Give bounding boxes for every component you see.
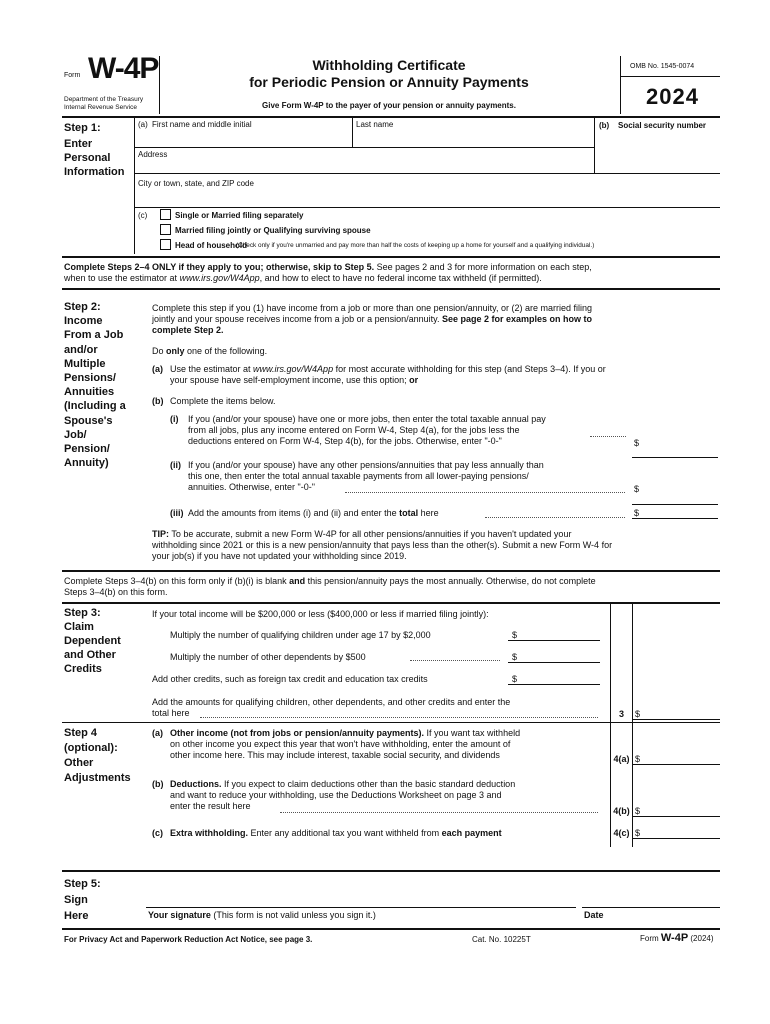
- step4c-dollar: $: [635, 828, 641, 838]
- step2-i-label: (i): [170, 414, 179, 424]
- instr2-post: this pension/annuity pays the most annually. Otherwise, do not complete: [305, 576, 596, 586]
- step3-intro: If your total income will be $200,000 or less ($400,000 or less if married filing jointly):: [152, 609, 489, 619]
- form-title: [160, 57, 618, 91]
- filing-single-checkbox[interactable]: [160, 209, 171, 220]
- step4-a-post: If you want tax withheld: [424, 728, 521, 738]
- step2-title-9: Job/: [64, 428, 87, 441]
- filing-joint-checkbox[interactable]: [160, 224, 171, 235]
- step5-title: [64, 876, 101, 924]
- signature-input[interactable]: [148, 889, 578, 907]
- step4-title-1: (optional):: [64, 742, 118, 754]
- step2-ii-line1: If you (and/or your spouse) have any other pensions/annuities that pay less annually than: [188, 460, 544, 470]
- filing-joint-label: Married filing jointly or Qualifying surviving spouse: [175, 226, 371, 235]
- step3-title-0: Step 3:: [64, 607, 101, 619]
- first-name-label: First name and middle initial: [152, 120, 252, 129]
- step2-i-amount[interactable]: [632, 447, 718, 458]
- date-label: Date: [584, 910, 604, 920]
- step2-a-or: or: [409, 375, 419, 385]
- step2-title-0: Step 2:: [64, 301, 101, 313]
- step3-other-dep-dollar: $: [512, 652, 518, 662]
- step4a-amount[interactable]: [632, 754, 720, 765]
- step4c-line-no: 4(c): [613, 828, 630, 838]
- step3-title-2: Dependent: [64, 635, 121, 647]
- step2-title-7: (Including a: [64, 400, 126, 413]
- step2-a-label: (a): [152, 364, 163, 374]
- step2-title-5: Pensions/: [64, 372, 116, 385]
- footer-form-id: [640, 932, 714, 944]
- address-label: Address: [138, 150, 168, 159]
- step4-title: [64, 726, 131, 786]
- signature-note: (This form is not valid unless you sign it.): [210, 910, 376, 920]
- step3-other-dep-amount[interactable]: [508, 652, 600, 663]
- signature-label: [148, 910, 376, 921]
- step4-title-2: Other: [64, 757, 94, 769]
- last-name-label: Last name: [356, 120, 394, 129]
- signature-bold: Your signature: [148, 910, 211, 920]
- instructions-skip-bold: Complete Steps 2–4 ONLY if they apply to you; otherwise, skip to Step 5.: [64, 262, 375, 272]
- step2-iii-post: here: [418, 508, 439, 518]
- date-input[interactable]: [584, 889, 722, 907]
- irs-label: Internal Revenue Service: [64, 104, 137, 111]
- step3-total-line2: total here: [152, 708, 190, 718]
- step4-title-0: Step 4: [64, 727, 98, 739]
- step4b-amount[interactable]: [632, 806, 720, 817]
- title-line-2: for Periodic Pension or Annuity Payments: [249, 74, 529, 90]
- step2-intro-2: jointly and your spouse receives income from a job or a pension/annuity.: [152, 314, 442, 324]
- step2-title-10: Pension/: [64, 443, 110, 456]
- step2-title-3: and/or: [64, 343, 98, 356]
- instructions-line2-pre: when to use the estimator at: [64, 273, 180, 283]
- step4-c-mid: Enter any additional tax you want withheld from: [248, 828, 442, 838]
- title-line-1: Withholding Certificate: [312, 57, 466, 73]
- filing-single-label: Single or Married filing separately: [175, 211, 304, 220]
- step2-b-label: (b): [152, 396, 164, 406]
- step2-title-6: Annuities: [64, 386, 115, 399]
- step3-other-credits-text: Add other credits, such as foreign tax credit and education tax credits: [152, 674, 428, 684]
- filing-hoh-label: Head of household: [175, 241, 247, 250]
- step2-tip: [152, 529, 720, 562]
- step5-title-2: Here: [64, 910, 89, 922]
- step4c-amount[interactable]: [632, 828, 720, 839]
- step2-iii-pre: Add the amounts from items (i) and (ii) and enter the: [188, 508, 400, 518]
- step2-title-2: From a Job: [64, 329, 124, 342]
- form-number: W-4P: [88, 52, 159, 85]
- instructions-skip-rest: See pages 2 and 3 for more information on each step,: [376, 262, 592, 272]
- step4-c-bold2: each payment: [441, 828, 502, 838]
- step3-other-credits-amount[interactable]: [508, 674, 600, 685]
- omb-number: OMB No. 1545-0074: [630, 63, 695, 70]
- step2-ii-amount[interactable]: [632, 494, 718, 505]
- do-only-bold: only: [166, 346, 185, 356]
- step2-a-line2: your spouse have self-employment income, use this option;: [170, 375, 410, 385]
- step2-intro-1: Complete this step if you (1) have income from a job or more than one pension/annuity, or (2) are married filing: [152, 303, 593, 313]
- footer-form-no: W-4P: [660, 932, 689, 944]
- step4-a-line2: on other income you expect this year that won't have withholding, enter the amount of: [170, 739, 511, 749]
- step2-iii-dollar: $: [634, 508, 640, 518]
- step2-a-post: for most accurate withholding for this step (and Steps 3–4). If you or: [333, 364, 606, 374]
- instructions-line2-post: , and how to elect to have no federal income tax withheld (if permitted).: [259, 273, 542, 283]
- filing-hoh-checkbox[interactable]: [160, 239, 171, 250]
- step2-title-11: Annuity): [64, 457, 109, 470]
- instr2-bold: and: [289, 576, 306, 586]
- hoh-note: (Check only if you're unmarried and pay more than half the costs of keeping up a home for yourself and a qualifying individual.): [236, 242, 595, 249]
- step1-a-label: (a): [138, 120, 148, 129]
- step1-c-label: (c): [138, 211, 148, 220]
- step3-other-dep-text: Multiply the number of other dependents by $500: [170, 652, 366, 662]
- step4-b-label: (b): [152, 779, 164, 789]
- step3-total-amount[interactable]: [632, 709, 720, 720]
- step3-other-credits-dollar: $: [512, 674, 518, 684]
- form-subtitle: Give Form W-4P to the payer of your pension or annuity payments.: [262, 101, 516, 110]
- step3-title-3: and Other: [64, 649, 116, 661]
- step4-a-text: [170, 728, 610, 761]
- step4-title-3: Adjustments: [64, 772, 131, 784]
- step4-c-label: (c): [152, 828, 163, 838]
- tip-bold: TIP:: [152, 529, 169, 539]
- step2-b-text: Complete the items below.: [170, 396, 276, 406]
- instructions-skip: [64, 262, 720, 284]
- footer-form-year: (2024): [688, 934, 714, 943]
- step3-line-no: 3: [618, 709, 624, 719]
- step4-b-line3: enter the result here: [170, 801, 251, 811]
- step2-a-text: [170, 364, 720, 386]
- tax-year: 2024: [646, 84, 699, 109]
- instr2-pre: Complete Steps 3–4(b) on this form only if (b)(i) is blank: [64, 576, 290, 586]
- step4-b-line2: and want to reduce your withholding, use the Deductions Worksheet on page 3 and: [170, 790, 502, 800]
- step2-iii-amount[interactable]: [632, 508, 718, 519]
- step2-iii-text: [188, 508, 439, 519]
- privacy-notice: For Privacy Act and Paperwork Reduction Act Notice, see page 3.: [64, 935, 313, 944]
- step5-title-0: Step 5:: [64, 878, 101, 890]
- estimator-link[interactable]: www.irs.gov/W4App: [179, 273, 260, 283]
- step3-total-line1: Add the amounts for qualifying children, other dependents, and other credits and enter the: [152, 697, 511, 707]
- step4a-line-no: 4(a): [613, 754, 630, 764]
- step4-a-bold: Other income (not from jobs or pension/annuity payments).: [170, 728, 425, 738]
- step4b-line-no: 4(b): [613, 806, 630, 816]
- tip-line2: withholding since 2021 or this is a new pension/annuity that pays less than the other(s). Submit a new Form W-4 for: [152, 540, 613, 550]
- instr2-line2: Steps 3–4(b) on this form.: [64, 587, 168, 597]
- step2-i-line3: deductions entered on Form W-4, Step 4(b), for the jobs. Otherwise, enter "-0-": [188, 436, 502, 446]
- step2-iii-label: (iii): [170, 508, 184, 518]
- step2-intro-2-bold: See page 2 for examples on how to: [442, 314, 593, 324]
- step2-title-8: Spouse's: [64, 414, 113, 427]
- ssn-input[interactable]: [598, 133, 720, 171]
- step2-ii-line3: annuities. Otherwise, enter "-0-": [188, 482, 315, 492]
- step2-i-text: [188, 414, 628, 447]
- step3-children-amount[interactable]: [508, 630, 600, 641]
- step2-i-line1: If you (and/or your spouse) have one or more jobs, then enter the total taxable annual pay: [188, 414, 546, 424]
- step2-ii-line2: this one, then enter the total annual taxable payments from all lower-paying pensions/: [188, 471, 529, 481]
- ssn-label: Social security number: [618, 121, 707, 130]
- step2-a-pre: Use the estimator at: [170, 364, 254, 374]
- step4-b-post: If you expect to claim deductions other than the basic standard deduction: [221, 779, 516, 789]
- step1-subtitle: Enter Personal Information: [64, 138, 125, 178]
- step5-title-1: Sign: [64, 894, 88, 906]
- step4-c-text: [170, 828, 502, 839]
- tip-line3: your job(s) if you have not updated your withholding since 2019.: [152, 551, 407, 561]
- address-input[interactable]: [140, 160, 594, 174]
- step4-a-line3: other income here. This may include interest, taxable social security, and dividends: [170, 750, 500, 760]
- step2-title: [64, 300, 126, 470]
- step2-estimator-link[interactable]: www.irs.gov/W4App: [253, 364, 334, 374]
- last-name-input[interactable]: [356, 131, 594, 147]
- step4-a-label: (a): [152, 728, 163, 738]
- step3-title-4: Credits: [64, 663, 102, 675]
- step3-title-1: Claim: [64, 621, 94, 633]
- step3-total-dollar: $: [635, 709, 641, 719]
- step2-intro-3-bold: complete Step 2.: [152, 325, 224, 335]
- step4-b-bold: Deductions.: [170, 779, 222, 789]
- step2-i-dollar: $: [634, 438, 640, 448]
- step4a-dollar: $: [635, 754, 641, 764]
- footer-form-pre: Form: [640, 934, 661, 943]
- step2-i-line2: from all jobs, plus any income entered on Form W-4, Step 4(a), for the jobs less the: [188, 425, 520, 435]
- step1-b-label: (b): [599, 121, 610, 130]
- step2-ii-label: (ii): [170, 460, 181, 470]
- step3-children-text: Multiply the number of qualifying children under age 17 by $2,000: [170, 630, 431, 640]
- catalog-number: Cat. No. 10225T: [472, 935, 531, 944]
- step2-intro: [152, 303, 720, 336]
- city-input[interactable]: [140, 189, 720, 205]
- dept-treasury: Department of the Treasury: [64, 96, 144, 103]
- first-name-input[interactable]: [140, 131, 352, 147]
- do-only-post: one of the following.: [184, 346, 268, 356]
- step2-iii-bold: total: [399, 508, 419, 518]
- step4-c-bold: Extra withholding.: [170, 828, 248, 838]
- step1-title: Step 1:: [64, 122, 101, 134]
- tip-line1: To be accurate, submit a new Form W-4P for all other pensions/annuities if you haven't updated your: [169, 529, 572, 539]
- do-only-pre: Do: [152, 346, 167, 356]
- city-label: City or town, state, and ZIP code: [138, 179, 254, 188]
- step2-ii-dollar: $: [634, 484, 640, 494]
- step2-title-1: Income: [64, 315, 103, 328]
- step3-title: [64, 606, 121, 676]
- step2-title-4: Multiple: [64, 357, 106, 370]
- form-label: Form: [64, 72, 81, 79]
- step3-children-dollar: $: [512, 630, 518, 640]
- instructions-steps3-4b: [64, 576, 720, 598]
- step2-do-only: [152, 346, 267, 357]
- step4b-dollar: $: [635, 806, 641, 816]
